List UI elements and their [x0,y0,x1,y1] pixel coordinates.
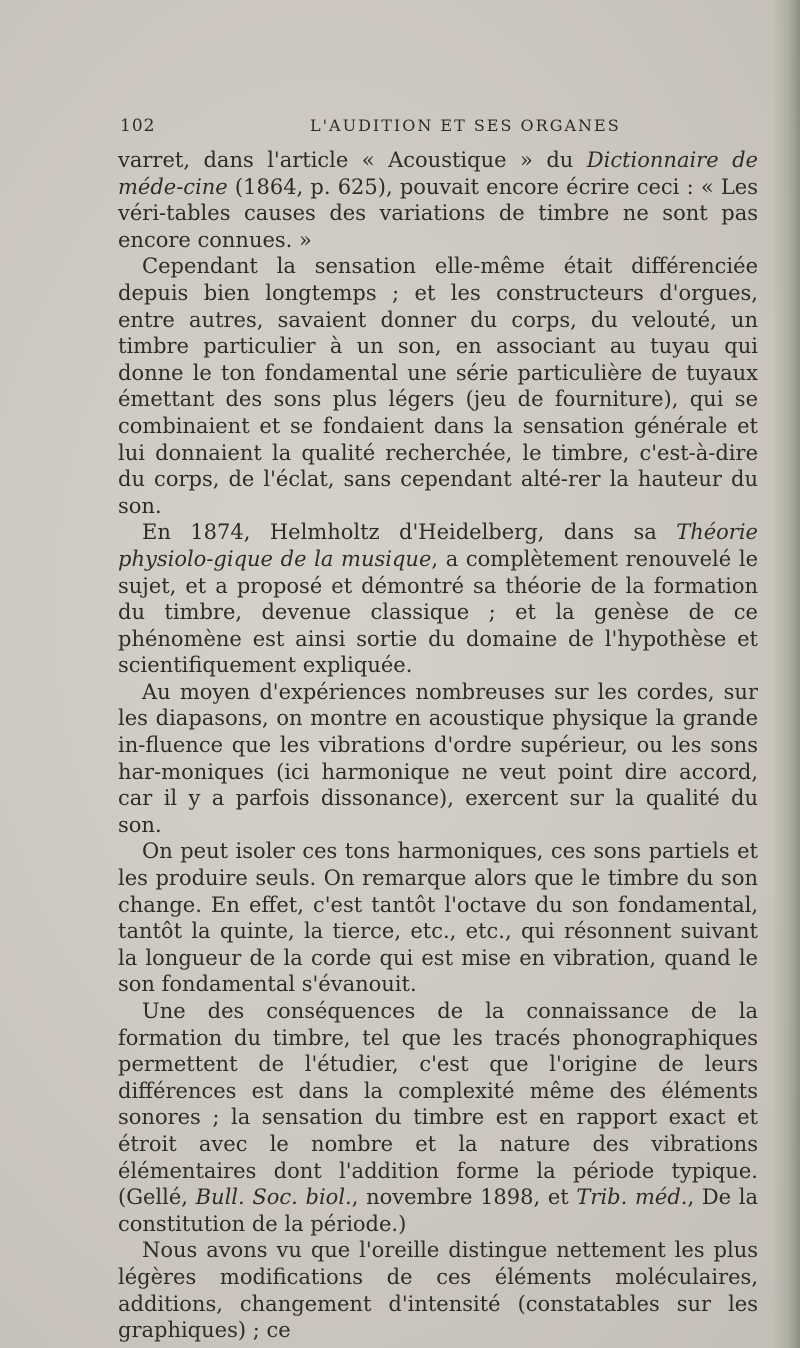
page-number: 102 [120,116,156,136]
paragraph [118,838,758,998]
paragraph [118,253,758,519]
text-run: (1864, p. 625), pouvait encore écrire ceci : « Les véri-tables causes des variations de timbre ne sont pas encore connues. » [118,174,758,252]
italic-text: Dictionnaire de méde-cine [118,148,758,199]
paragraph [118,519,758,679]
text-run: Cependant la sensation elle-même était différenciée depuis bien longtemps ; et les constructeurs d'orgues, entre autres, savaient donner du corps, du velouté, un timbre particulier à un son, en associant au tuyau qui donne le ton fondamental une série particulière de tuyaux émettant des sons plus légers (jeu de fourniture), qui se combinaient et se fondaient dans la sensation générale et lui donnaient la qualité recherchée, le timbre, c'est-à-dire du corps, de l'éclat, sans cependant alté-rer la hauteur du son. [118,254,758,518]
text-run: Une des conséquences de la connaissance de la formation du timbre, tel que les tracés phonographiques permettent de l'étudier, c'est que l'origine de leurs différences est dans la complexité même des éléments sonores ; la sensation du timbre est en rapport exact et étroit avec le nombre et la nature des vibrations élémentaires dont l'addition forme la période typique. (Gellé, [118,999,758,1210]
running-title: L'AUDITION ET SES ORGANES [310,116,621,135]
paragraph [118,1237,758,1343]
paragraph [118,147,758,253]
italic-text: Bull. Soc. biol. [195,1185,352,1210]
text-run: En 1874, Helmholtz d'Heidelberg, dans sa [142,520,677,545]
paragraph [118,679,758,839]
text-run: On peut isoler ces tons harmoniques, ces sons partiels et les produire seuls. On remarque alors que le timbre du son change. En effet, c'est tantôt l'octave du son fondamental, tantôt la quinte, la tierce, etc., etc., qui résonnent suivant la longueur de la corde qui est mise en vibration, quand le son fondamental s'évanouit. [118,839,758,997]
italic-text: Trib. méd. [576,1185,688,1210]
body-text [118,147,758,1344]
page-edge-shadow [772,0,800,1348]
text-run: Nous avons vu que l'oreille distingue nettement les plus légères modifications de ces éléments moléculaires, additions, changement d'intensité (constatables sur les graphiques) ; ce [118,1238,758,1343]
text-run: varret, dans l'article « Acoustique » du [118,148,587,172]
text-run: Au moyen d'expériences nombreuses sur les cordes, sur les diapasons, on montre en acoustique physique la grande in-fluence que les vibrations d'ordre supérieur, ou les sons har-moniques (ici harmonique ne veut point dire accord, car il y a parfois dissonance), exercent sur la qualité du son. [118,679,758,837]
text-run: , De la constitution de la période.) [118,1185,759,1236]
text-run: , a complètement renouvelé le sujet, et a proposé et démontré sa théorie de la formation du timbre, devenue classique ; et la genèse de ce phénomène est ainsi sortie du domaine de l'hypothèse et scientifiquement expliquée. [118,546,758,678]
paragraph [118,998,758,1237]
text-run: , novembre 1898, et [351,1185,577,1210]
page-header [120,116,760,140]
italic-text: Théorie physiolo-gique de la musique [118,520,758,571]
